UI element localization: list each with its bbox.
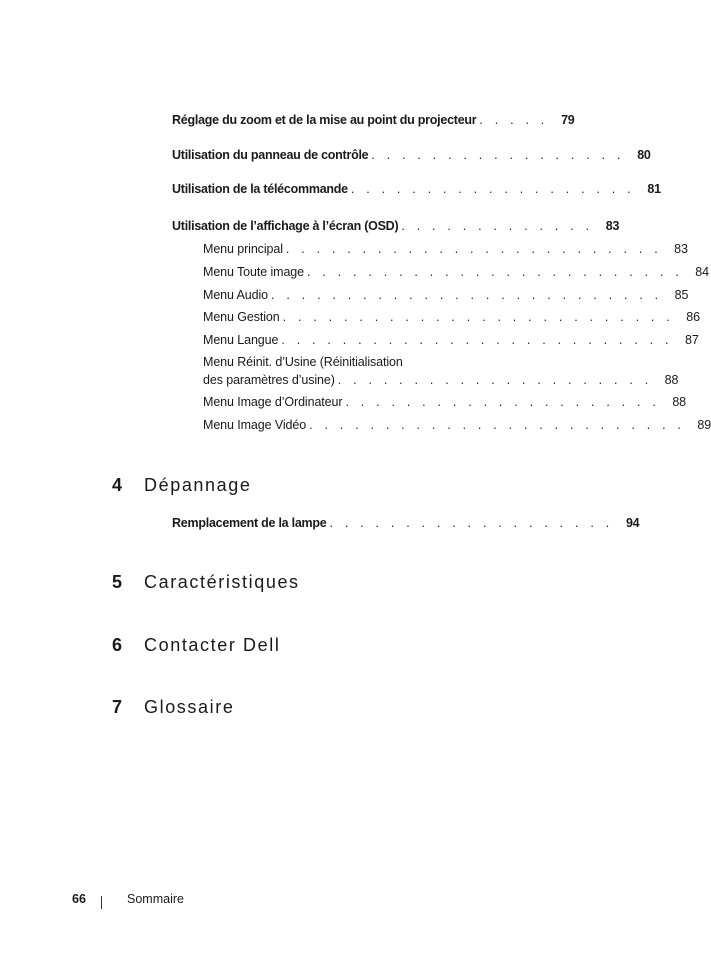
toc-page-number: 89 [697,418,711,432]
toc-page-number: 85 [674,288,689,302]
toc-subentry-label: Menu principal [203,242,283,256]
chapter-heading[interactable] [112,635,280,656]
toc-leader-dots: . . . . . . . . . . . . . . . . . . . . . . . . . . [282,310,674,324]
toc-entry[interactable] [172,182,661,197]
toc-subentry[interactable] [203,288,689,303]
toc-subentry-label: Menu Toute image [203,265,305,279]
toc-leader-dots: . . . . . . . . . . . . . . . . . . . . . . . . . [285,242,662,256]
toc-page-number: 79 [561,113,575,127]
toc-page-number: 80 [637,148,651,162]
toc-leader-dots: . . . . . . . . . . . . . . . . . . . . . . . . . . [271,288,663,302]
toc-page-number: 87 [684,333,699,347]
toc-entry-label: Remplacement de la lampe [172,516,327,530]
toc-subentry-label-line1: Menu Réinit. d’Usine (Réinitialisation [203,355,403,369]
toc-subentry-label: Menu Audio [203,288,269,302]
chapter-heading[interactable] [112,572,300,593]
toc-entry-label: Utilisation du panneau de contrôle [172,148,369,162]
footer-section-title: Sommaire [127,892,184,906]
toc-leader-dots: . . . . . . . . . . . . . . . . . . . . . [337,373,653,387]
toc-page-number: 88 [672,395,687,409]
toc-leader-dots: . . . . . . . . . . . . . . . . . . . . . . . . . . [281,333,673,347]
toc-subentry[interactable] [203,333,699,348]
toc-entry-label: Utilisation de l’affichage à l’écran (OSD) [172,219,399,233]
toc-page-number: 83 [605,219,620,233]
toc-leader-dots: . . . . . . . . . . . . . . . . . [371,148,625,162]
toc-subentry[interactable] [203,395,687,410]
chapter-heading[interactable] [112,475,252,496]
toc-subentry[interactable] [203,242,688,257]
toc-leader-dots: . . . . . . . . . . . . . . . . . . . . . [345,395,661,409]
toc-subentry[interactable] [203,310,700,325]
footer-divider [101,896,102,909]
toc-subentry-label: Menu Image d’Ordinateur [203,395,343,409]
toc-subentry[interactable] [203,265,709,280]
toc-leader-dots: . . . . . . . . . . . . . . . . . . . [329,516,614,530]
toc-page-number: 84 [695,265,709,279]
chapter-title: Contacter Dell [144,635,281,655]
chapter-title: Caractéristiques [144,572,300,592]
toc-subentry-label: Menu Image Vidéo [203,418,307,432]
toc-leader-dots: . . . . . . . . . . . . . [401,219,594,233]
toc-leader-dots: . . . . . . . . . . . . . . . . . . . [350,182,635,196]
toc-subentry-label: Menu Langue [203,333,279,347]
toc-subentry[interactable] [203,418,711,433]
toc-page-number: 86 [686,310,700,324]
chapter-heading[interactable] [112,697,234,718]
toc-leader-dots: . . . . . . . . . . . . . . . . . . . . . . . . . [309,418,686,432]
toc-entry-label: Utilisation de la télécommande [172,182,348,196]
chapter-number: 5 [112,572,123,592]
toc-entry[interactable] [172,516,640,531]
toc-subentry-label: Menu Gestion [203,310,280,324]
toc-entry[interactable] [172,113,575,128]
chapter-title: Dépannage [144,475,252,495]
toc-subentry-label: des paramètres d’usine) [203,373,335,387]
toc-entry-label: Réglage du zoom et de la mise au point du projecteur [172,113,477,127]
toc-entry[interactable] [172,148,651,163]
toc-page-number: 94 [625,516,640,530]
toc-page-number: 83 [674,242,688,256]
toc-entry[interactable] [172,219,620,234]
toc-subentry[interactable] [203,373,679,388]
chapter-number: 7 [112,697,123,717]
chapter-number: 4 [112,475,123,495]
chapter-title: Glossaire [144,697,235,717]
toc-page-number: 88 [664,373,679,387]
chapter-number: 6 [112,635,123,655]
toc-page-number: 81 [647,182,661,196]
footer-page-number: 66 [72,892,86,906]
toc-leader-dots: . . . . . [479,113,549,127]
toc-leader-dots: . . . . . . . . . . . . . . . . . . . . . . . . . [307,265,683,279]
